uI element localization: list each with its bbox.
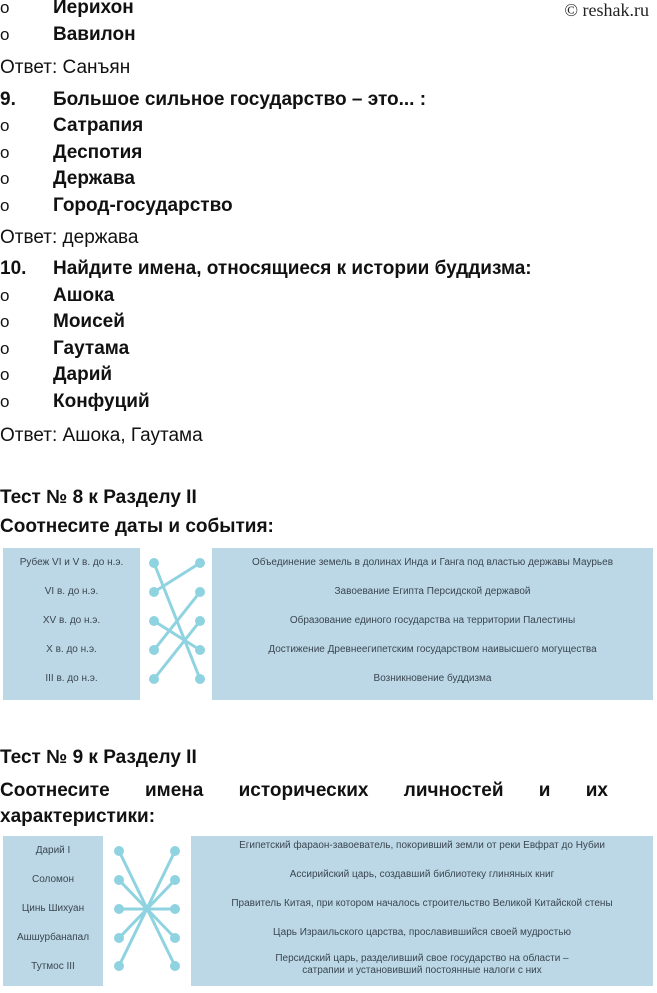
- test-8-subtitle: Соотнесите даты и события:: [0, 516, 274, 537]
- name-item: Тутмос III: [31, 961, 75, 972]
- option: Иерихон: [53, 0, 134, 18]
- event-item: Объединение земель в долинах Инда и Ганга под властью державы Маурьев: [251, 557, 613, 568]
- subtitle-word: имена: [144, 780, 204, 801]
- bullet-icon: o: [0, 143, 10, 162]
- bullet-icon: o: [0, 196, 10, 215]
- name-item: Дарий I: [35, 845, 71, 856]
- subtitle-word: Соотнесите: [0, 780, 110, 801]
- option: Держава: [53, 168, 135, 189]
- test-9-matching-lines: [103, 836, 191, 986]
- bullet-icon: o: [0, 0, 10, 17]
- subtitle-word: и: [538, 780, 551, 801]
- date-item: VI в. до н.э.: [44, 586, 99, 597]
- option: Город-государство: [53, 195, 233, 216]
- description-item: Царь Израильского царства, прославившийся своей мудростью: [273, 927, 571, 938]
- question-9-text: Большое сильное государство – это... :: [53, 89, 427, 110]
- description-item: Правитель Китая, при котором началось строительство Великой Китайской стены: [231, 898, 613, 909]
- test-8-matching-lines: [140, 548, 212, 700]
- answer-9: Ответ: держава: [0, 227, 139, 248]
- event-item: Возникновение буддизма: [373, 673, 492, 684]
- option: Дарий: [53, 364, 113, 385]
- event-item: Образование единого государства на территории Палестины: [289, 615, 576, 626]
- event-item: Завоевание Египта Персидской державой: [334, 586, 531, 597]
- bullet-icon: o: [0, 116, 10, 135]
- bullet-icon: o: [0, 25, 10, 44]
- watermark: © reshak.ru: [564, 0, 649, 20]
- name-item: Цинь Шихуан: [21, 903, 85, 914]
- date-item: III в. до н.э.: [45, 673, 98, 684]
- test-9-subtitle-line2: характеристики:: [0, 806, 156, 827]
- option: Моисей: [53, 311, 125, 332]
- test-9-subtitle: [0, 779, 608, 803]
- name-item: Соломон: [31, 874, 75, 885]
- answer-8: Ответ: Санъян: [0, 57, 131, 78]
- test-9-names-panel: [3, 836, 103, 986]
- description-item: Персидский царь, разделивший свое государство на области – сатрапии и установивший постоянные налоги с них: [275, 953, 569, 976]
- description-item: Ассирийский царь, создавший библиотеку глиняных книг: [289, 869, 555, 880]
- subtitle-word: исторических: [238, 780, 369, 801]
- bullet-icon: o: [0, 312, 10, 331]
- test-9-title: Тест № 9 к Разделу II: [0, 747, 197, 768]
- test-8-title: Тест № 8 к Разделу II: [0, 487, 197, 508]
- date-item: X в. до н.э.: [46, 644, 97, 655]
- date-item: XV в. до н.э.: [42, 615, 101, 626]
- description-item: Египетский фараон-завоеватель, покоривший земли от реки Евфрат до Нубии: [239, 840, 605, 851]
- bullet-icon: o: [0, 286, 10, 305]
- option: Деспотия: [53, 142, 143, 163]
- question-10-text: Найдите имена, относящиеся к истории буддизма:: [53, 258, 532, 279]
- test-8-events-panel: [212, 548, 653, 700]
- event-item: Достижение Древнеегипетским государством наивысшего могущества: [268, 644, 597, 655]
- bullet-icon: o: [0, 365, 10, 384]
- option: Сатрапия: [53, 115, 144, 136]
- test-8-dates-panel: [3, 548, 140, 700]
- bullet-icon: o: [0, 169, 10, 188]
- question-9-number: 9.: [0, 89, 16, 110]
- option: Гаутама: [53, 338, 130, 359]
- option: Конфуций: [53, 391, 150, 412]
- subtitle-word: их: [585, 780, 608, 801]
- option: Ашока: [53, 285, 115, 306]
- test-9-descriptions-panel: [191, 836, 653, 986]
- date-item: Рубеж VI и V в. до н.э.: [19, 557, 124, 568]
- bullet-icon: o: [0, 392, 10, 411]
- question-10-number: 10.: [0, 258, 27, 279]
- subtitle-word: личностей: [403, 780, 504, 801]
- answer-10: Ответ: Ашока, Гаутама: [0, 425, 203, 446]
- option: Вавилон: [53, 24, 136, 45]
- name-item: Ашшурбанапал: [16, 932, 90, 943]
- bullet-icon: o: [0, 339, 10, 358]
